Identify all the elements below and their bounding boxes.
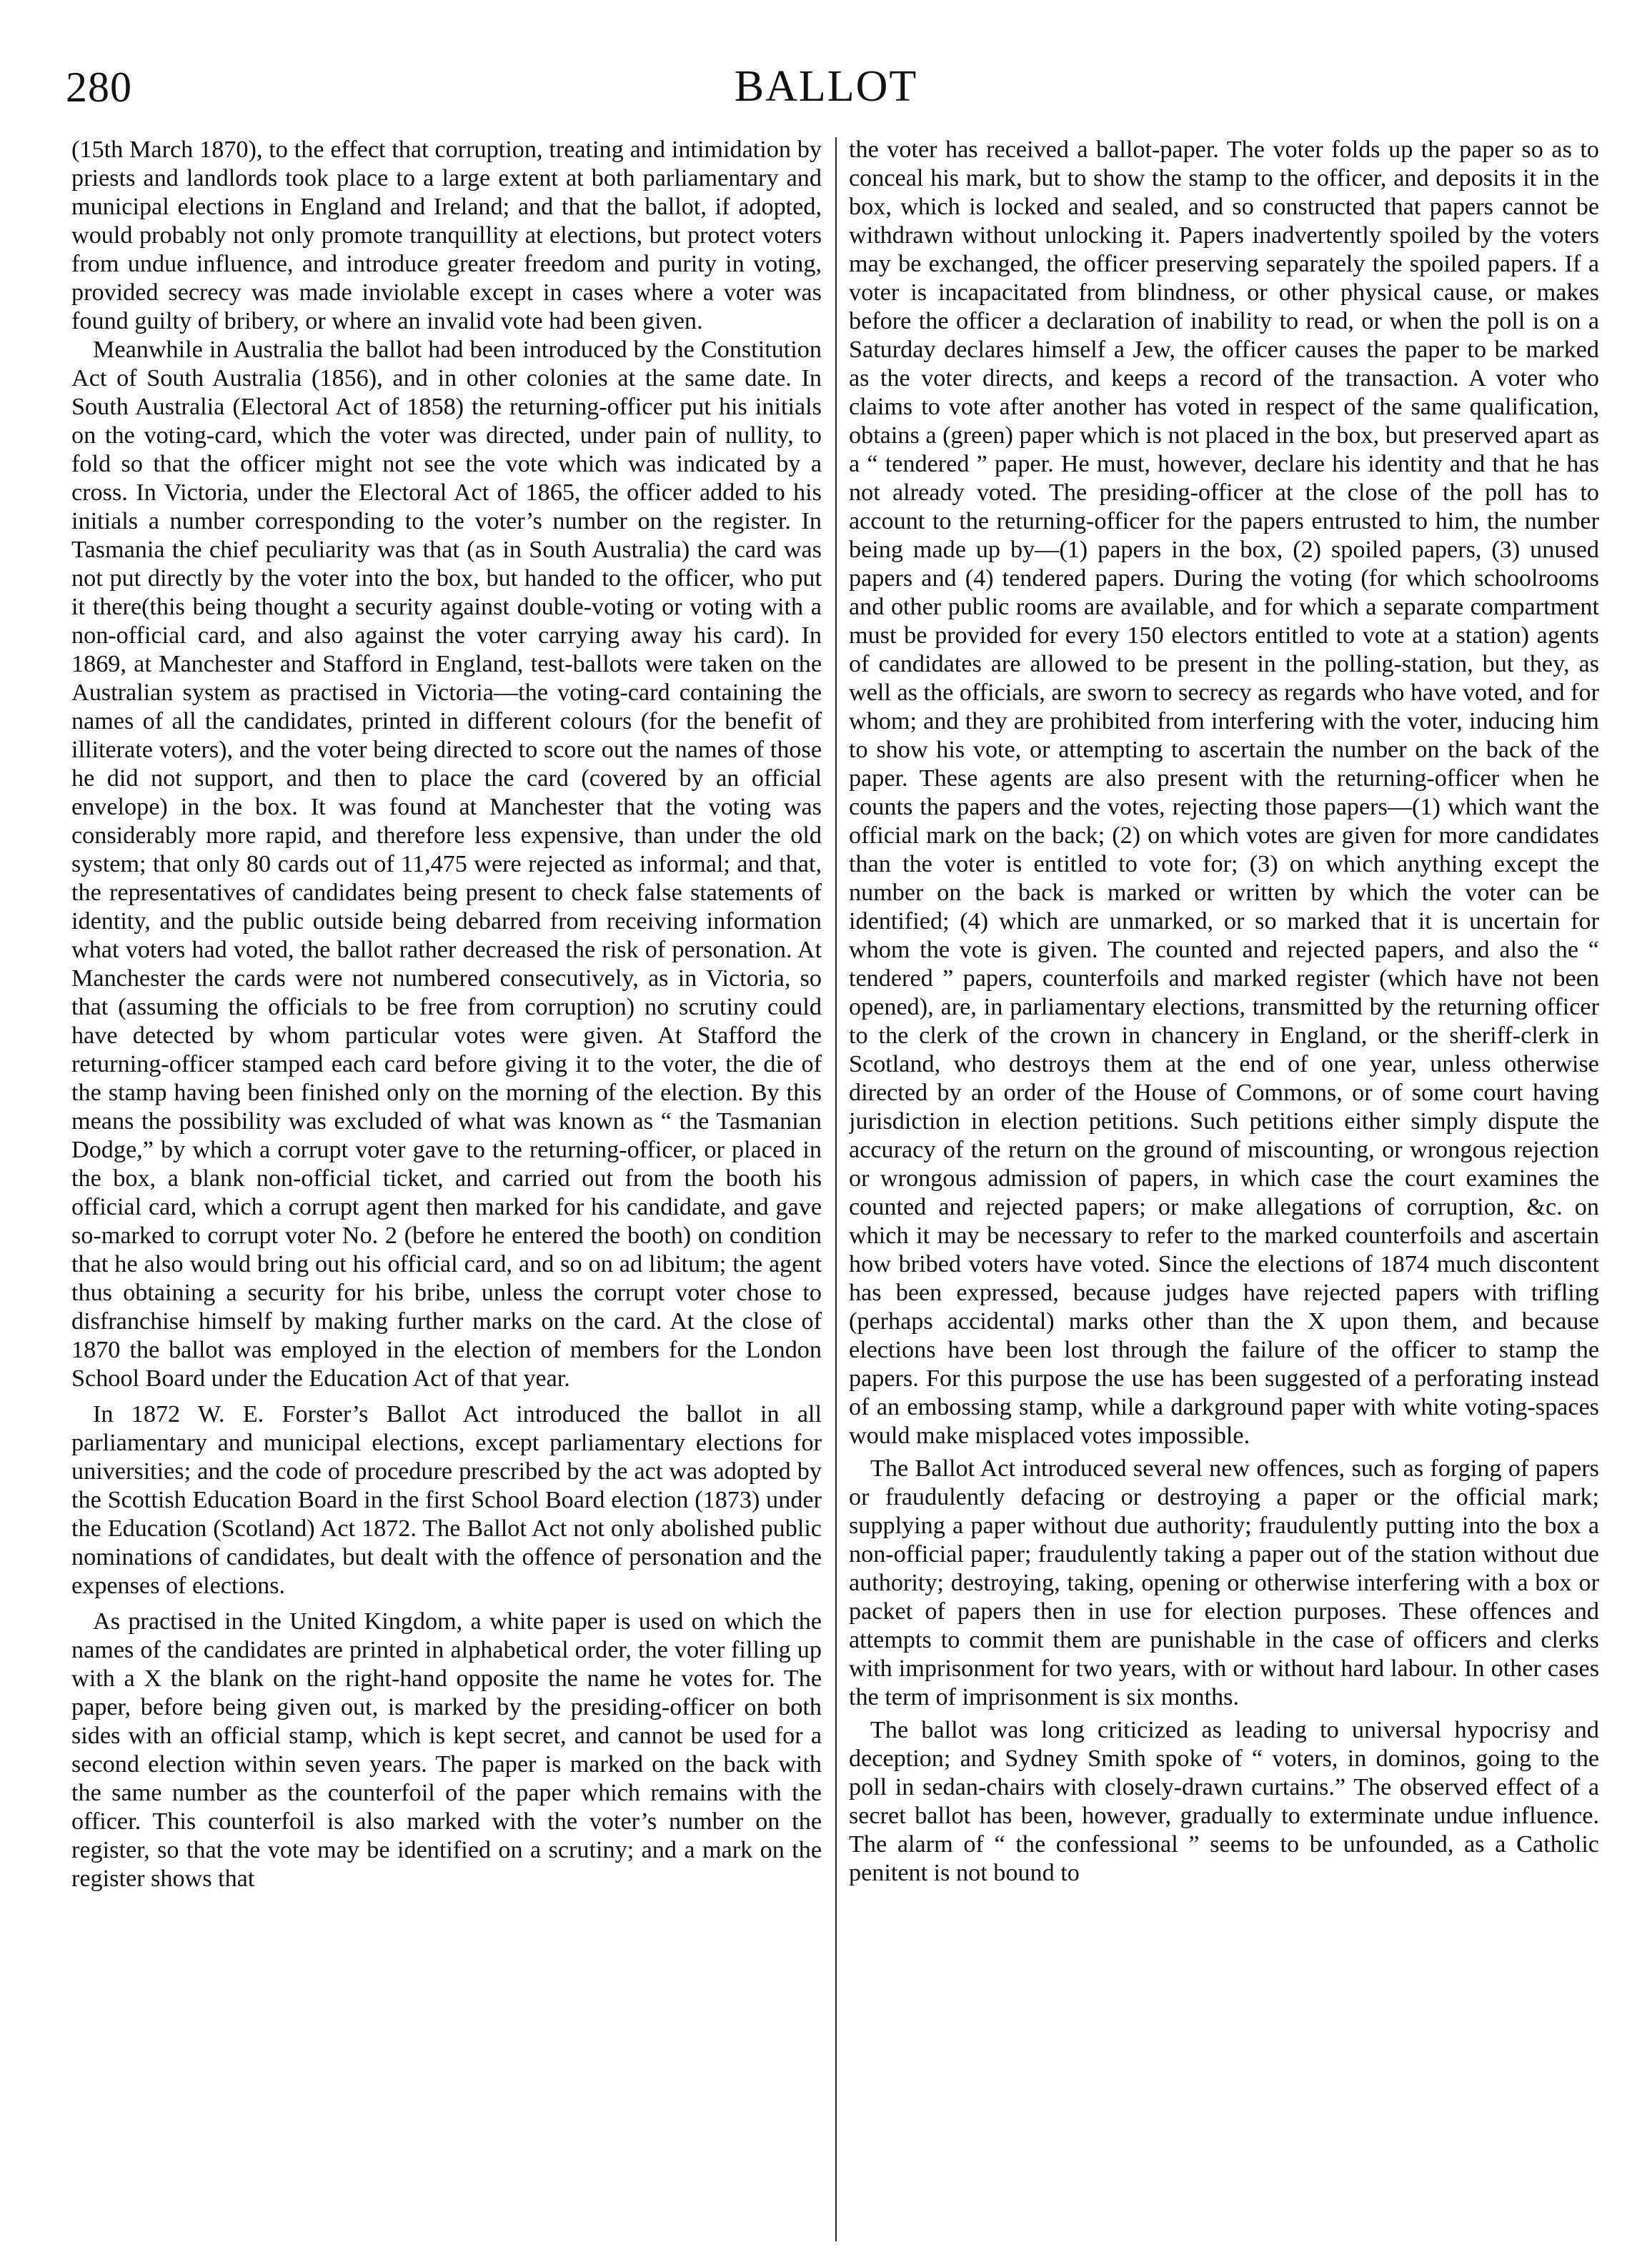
- paragraph: The Ballot Act introduced several new offences, such as forging of papers or fraudulently defacing or destroying a paper or the official mark; supplying a paper without due authority; fraudulently putting into the box a non-official paper; fraudulently taking a paper out of the station without due authority; destroying, taking, opening or otherwise interfering with a box or packet of papers then in use for election purposes. These offences and attempts to commit them are punishable in the case of officers and clerks with imprisonment for two years, with or without hard labour. In other cases the term of imprisonment is six months.: [849, 1455, 1599, 1710]
- column-divider: [835, 137, 837, 2241]
- page-header: [0, 0, 1652, 121]
- page-number: 280: [66, 64, 132, 111]
- paragraph: The ballot was long criticized as leading to universal hypocrisy and deception; and Sydney Smith spoke of “ voters, in dominos, going to the poll in sedan-chairs with closely-drawn curtains.” The observed effect of a secret ballot has been, however, gradually to exterminate undue influence. The alarm of “ the confessional ” seems to be unfounded, as a Catholic penitent is not bound to: [849, 1717, 1599, 1886]
- paragraph: As practised in the United Kingdom, a white paper is used on which the names of the candidates are printed in alphabetical order, the voter filling up with a X the blank on the right-hand opposite the name he votes for. The paper, before being given out, is marked by the presiding-officer on both sides with an official stamp, which is kept secret, and cannot be used for a second election within seven years. The paper is marked on the back with the same number as the counterfoil of the paper which remains with the officer. This counterfoil is also marked with the voter’s number on the register, so that the vote may be identified on a scrutiny; and a mark on the register shows that: [71, 1608, 822, 1892]
- paragraph: the voter has received a ballot-paper. The voter folds up the paper so as to conceal his mark, but to show the stamp to the officer, and deposits it in the box, which is locked and sealed, and so constructed that papers cannot be withdrawn without unlocking it. Papers inadvertently spoiled by the voters may be exchanged, the officer preserving separately the spoiled papers. If a voter is incapacitated from blindness, or other physical cause, or makes before the officer a declaration of inability to read, or when the poll is on a Saturday declares himself a Jew, the officer causes the paper to be marked as the voter directs, and keeps a record of the transaction. A voter who claims to vote after another has voted in respect of the same qualification, obtains a (green) paper which is not placed in the box, but preserved apart as a “ tendered ” paper. He must, however, declare his identity and that he has not already voted. The presiding-officer at the close of the poll has to account to the returning-officer for the papers entrusted to him, the number being made up by—(1) papers in the box, (2) spoiled papers, (3) unused papers and (4) tendered papers. During the voting (for which schoolrooms and other public rooms are available, and for which a separate compartment must be provided for every 150 electors entitled to vote at a station) agents of candidates are allowed to be present in the polling-station, but they, as well as the officials, are sworn to secrecy as regards who have voted, and for whom; and they are prohibited from interfering with the voter, inducing him to show his vote, or attempting to ascertain the number on the back of the paper. These agents are also present with the returning-officer when he counts the papers and the votes, rejecting those papers—(1) which want the official mark on the back; (2) on which votes are given for more candidates than the voter is entitled to vote for; (3) on which anything except the number on the back is marked or written by which the voter can be identified; (4) which are unmarked, or so marked that it is uncertain for whom the vote is given. The counted and rejected papers, and also the “ tendered ” papers, counterfoils and marked register (which have not been opened), are, in parliamentary elections, transmitted by the returning officer to the clerk of the crown in chancery in England, or the sheriff-clerk in Scotland, who destroys them at the end of one year, unless otherwise directed by an order of the House of Commons, or of some court having jurisdiction in election petitions. Such petitions either simply dispute the accuracy of the return on the ground of miscounting, or wrongous rejection or wrongous admission of papers, in which case the court examines the counted and rejected papers; or make allegations of corruption, &c. on which it may be necessary to refer to the marked counterfoils and ascertain how bribed voters have voted. Since the elections of 1874 much discontent has been expressed, because judges have rejected papers with trifling (perhaps accidental) marks other than the X upon them, and because elections have been lost through the failure of the officer to stamp the papers. For this purpose the use has been suggested of a perforating instead of an embossing stamp, while a darkground paper with white voting-spaces would make misplaced votes impossible.: [849, 136, 1599, 1449]
- paragraph: Meanwhile in Australia the ballot had been introduced by the Constitution Act of South Australia (1856), and in other colonies at the same date. In South Australia (Electoral Act of 1858) the returning-officer put his initials on the voting-card, which the voter was directed, under pain of nullity, to fold so that the officer might not see the vote which was indicated by a cross. In Victoria, under the Electoral Act of 1865, the officer added to his initials a number corresponding to the voter’s number on the register. In Tasmania the chief peculiarity was that (as in South Australia) the card was not put directly by the voter into the box, but handed to the officer, who put it there(this being thought a security against double-voting or voting with a non-official card, and also against the voter carrying away his card). In 1869, at Manchester and Stafford in England, test-ballots were taken on the Australian system as practised in Victoria—the voting-card containing the names of all the candidates, printed in different colours (for the benefit of illiterate voters), and the voter being directed to score out the names of those he did not support, and then to place the card (covered by an official envelope) in the box. It was found at Manchester that the voting was considerably more rapid, and therefore less expensive, than under the old system; that only 80 cards out of 11,475 were rejected as informal; and that, the representatives of candidates being present to check false statements of identity, and the public outside being debarred from receiving information what voters had voted, the ballot rather decreased the risk of personation. At Manchester the cards were not numbered consecutively, as in Victoria, so that (assuming the officials to be free from corruption) no scrutiny could have detected by whom particular votes were given. At Stafford the returning-officer stamped each card before giving it to the voter, the die of the stamp having been finished only on the morning of the election. By this means the possibility was excluded of what was known as “ the Tasmanian Dodge,” by which a corrupt voter gave to the returning-officer, or placed in the box, a blank non-official ticket, and carried out from the booth his official card, which a corrupt agent then marked for his candidate, and gave so-marked to corrupt voter No. 2 (before he entered the booth) on condition that he also would bring out his official card, and so on ad libitum; the agent thus obtaining a security for his bribe, unless the corrupt voter chose to disfranchise himself by making further marks on the card. At the close of 1870 the ballot was employed in the election of members for the London School Board under the Education Act of that year.: [71, 337, 822, 1392]
- right-column: [849, 136, 1599, 2243]
- paragraph: In 1872 W. E. Forster’s Ballot Act introduced the ballot in all parliamentary and municipal elections, except parliamentary elections for universities; and the code of procedure prescribed by the act was adopted by the Scottish Education Board in the first School Board election (1873) under the Education (Scotland) Act 1872. The Ballot Act not only abolished public nominations of candidates, but dealt with the offence of personation and the expenses of elections.: [71, 1401, 822, 1599]
- running-head: BALLOT: [734, 62, 918, 111]
- left-column: [71, 136, 822, 2243]
- paragraph: (15th March 1870), to the effect that corruption, treating and intimidation by priests and landlords took place to a large extent at both parliamentary and municipal elections in England and Ireland; and that the ballot, if adopted, would probably not only promote tranquillity at elections, but protect voters from undue influence, and introduce greater freedom and purity in voting, provided secrecy was made inviolable except in cases where a voter was found guilty of bribery, or where an invalid vote had been given.: [71, 136, 822, 334]
